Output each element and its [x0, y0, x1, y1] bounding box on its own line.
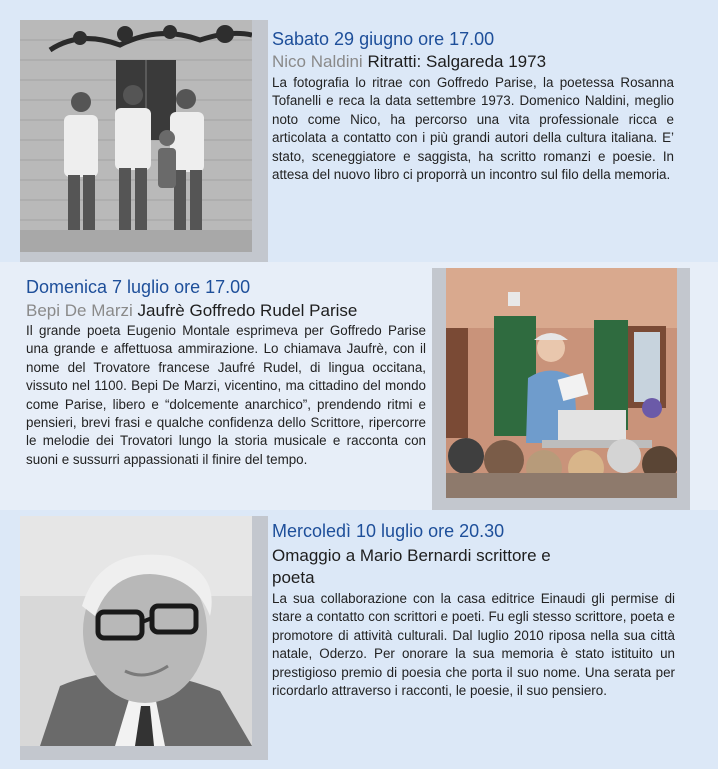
event-3-date: Mercoledì 10 luglio ore 20.30 — [272, 521, 505, 541]
event-3-work-title-line-1: Omaggio a Mario Bernardi scrittore e — [272, 546, 551, 565]
mario-bernardi-portrait-image — [20, 516, 252, 746]
event-2-person: Bepi De Marzi — [26, 301, 133, 320]
event-1-date: Sabato 29 giugno ore 17.00 — [272, 29, 495, 49]
event-2-date: Domenica 7 luglio ore 17.00 — [26, 277, 251, 297]
event-2-work-title: Jaufrè Goffredo Rudel Parise — [137, 301, 358, 320]
event-1-description: La fotografia lo ritrae con Goffredo Parise, la poetessa Rosanna Tofanelli e reca la data settembre 1973. Domenico Naldini, meglio noto come Nico, ha percorso una vita professionale ricca e articolata a contatto con i più grandi autori della cultura italiana. E’ stato, sceneggiatore e saggista, ha scritto romanzi e poesie. In attesa del nuovo libro ci proporrà un incontro sul filo della memoria. — [272, 75, 674, 183]
group-portrait-image — [20, 20, 252, 252]
performer-reading-image — [446, 268, 677, 498]
event-1-photo — [20, 20, 252, 252]
event-3-description: La sua collaborazione con la casa editrice Einaudi gli permise di stare a contatto con scrittori e poeti. Fu egli stesso scrittore, poeta e promotore di attività culturali. Dal luglio 2010 riposa nella sua città natale, Oderzo. Per onorare la sua memoria è stato istituito un prestigioso premio di poesia che porta il suo nome. Una serata per ricordarlo attraverso i racconti, le poesie, il suo pensiero. — [272, 591, 675, 699]
event-1-person: Nico Naldini — [272, 52, 363, 71]
event-1-work-title: Ritratti: Salgareda 1973 — [367, 52, 547, 71]
event-3-work-title-line-2: poeta — [272, 568, 315, 587]
event-2-description: Il grande poeta Eugenio Montale esprimeva per Goffredo Parise una grande e affettuosa ammirazione. Lo chiamava Jaufrè, con il nome del Trovatore francese Jaufré Rudel, di lingua occitana, vissuto nel 1100. Bepi De Marzi, vicentino, ma cittadino del mondo come Parise, libero e “dolcemente anarchico”, prendendo ritmi e pensieri, brevi frasi e qualche confidenza dello Scrittore, ripercorre le melodie dei Trovatori lungo la storia musicale e racconta con suoni e sussurri appassionati il finire del tempo. — [26, 323, 426, 467]
event-2-title — [26, 300, 357, 322]
event-2-photo — [446, 268, 677, 498]
event-3-photo — [20, 516, 252, 746]
event-1-title — [272, 51, 546, 73]
